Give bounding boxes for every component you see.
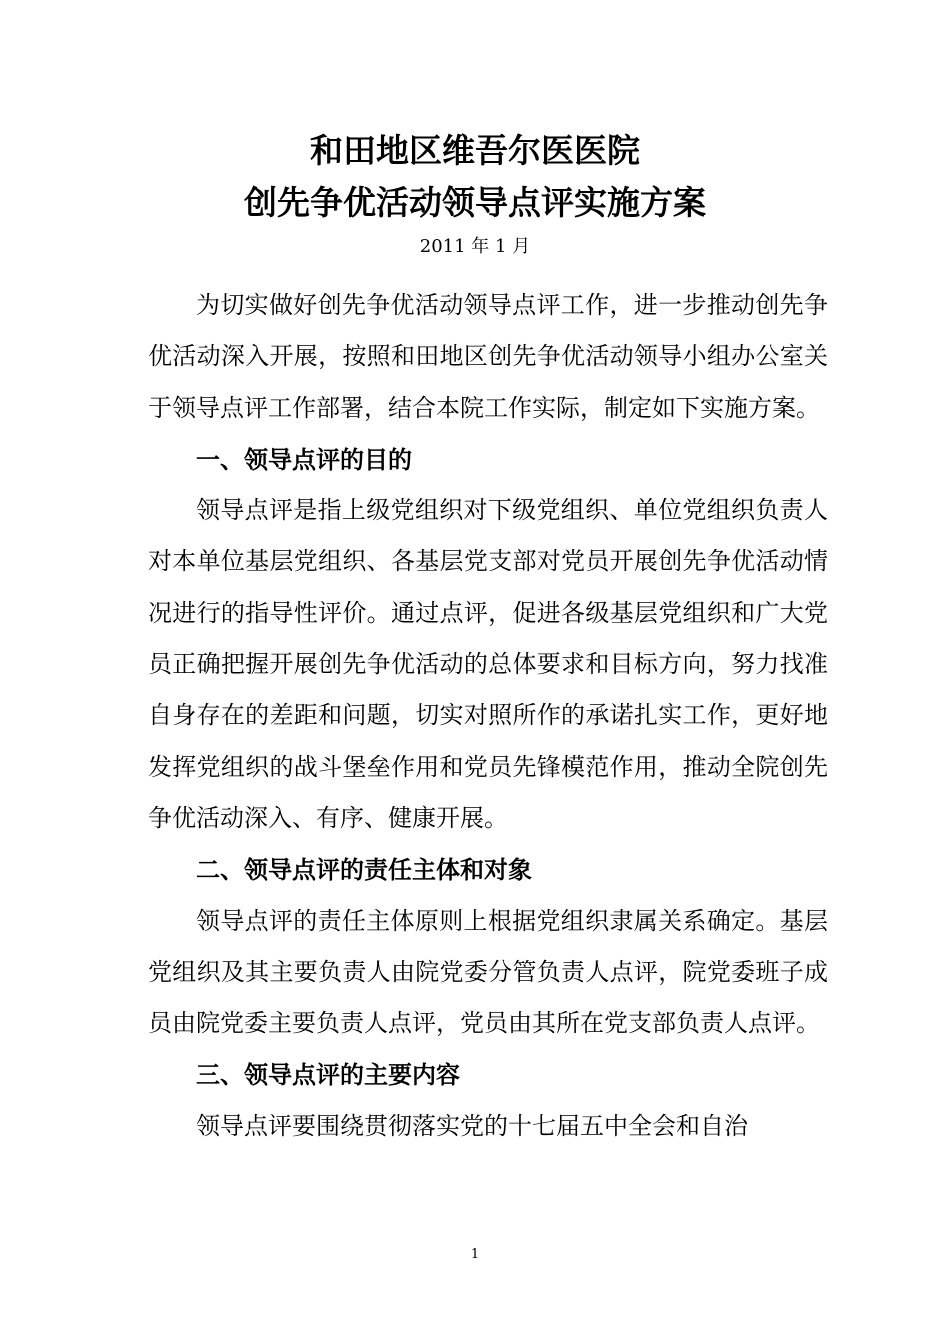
intro-paragraph: 为切实做好创先争优活动领导点评工作，进一步推动创先争优活动深入开展，按照和田地区创先争优活动领导小组办公室关于领导点评工作部署，结合本院工作实际，制定如下实施方案。 <box>148 291 828 422</box>
section-paragraph-responsibility: 领导点评的责任主体原则上根据党组织隶属关系确定。基层党组织及其主要负责人由院党委分管负责人点评，院党委班子成员由院党委主要负责人点评，党员由其所在党支部负责人点评。 <box>148 906 828 1038</box>
section-heading-responsibility: 二、领导点评的责任主体和对象 <box>196 855 532 885</box>
section-paragraph-content: 领导点评要围绕贯彻落实党的十七届五中全会和自治 <box>196 1111 748 1140</box>
document-title-line1: 和田地区维吾尔医医院 <box>310 131 640 170</box>
section-paragraph-purpose: 领导点评是指上级党组织对下级党组织、单位党组织负责人对本单位基层党组织、各基层党支部对党员开展创先争优活动情况进行的指导性评价。通过点评，促进各级基层党组织和广大党员正确把握开展创先争优活动的总体要求和目标方向，努力找准自身存在的差距和问题，切实对照所作的承诺扎实工作，更好地发挥党组织的战斗堡垒作用和党员先锋模范作用，推动全院创先争优活动深入、有序、健康开展。 <box>148 496 828 832</box>
page-number: 1 <box>470 1247 480 1262</box>
document-body <box>148 280 828 1152</box>
section-heading-purpose: 一、领导点评的目的 <box>196 444 412 474</box>
document-title-line2: 创先争优活动领导点评实施方案 <box>244 183 706 222</box>
section-heading-content: 三、领导点评的主要内容 <box>196 1060 460 1090</box>
document-date: 2011 年 1 月 <box>419 236 531 257</box>
